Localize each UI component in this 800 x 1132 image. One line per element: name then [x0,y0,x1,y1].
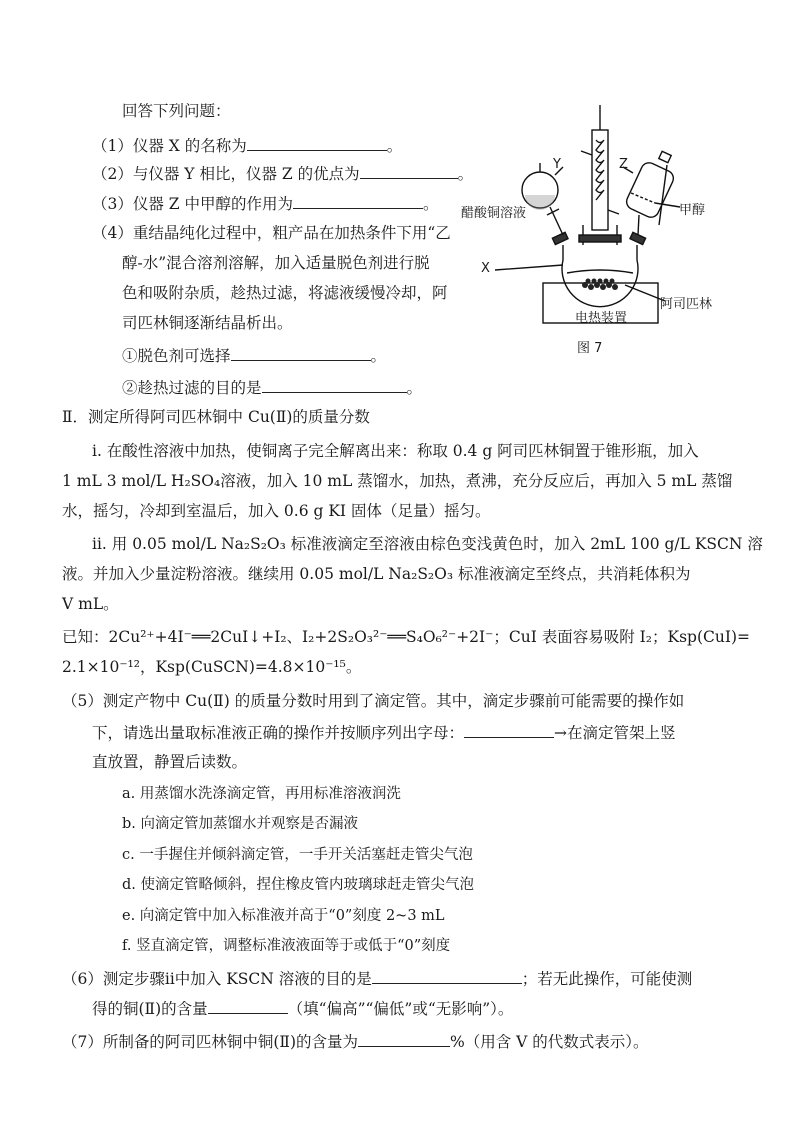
label-z: Z [619,157,628,172]
funnel-z-stem [638,215,639,235]
q7-suffix: %（用含 V 的代数式表示）。 [450,1033,649,1051]
q5-line-1: （5）测定产物中 Cu(Ⅱ) 的质量分数时用到了滴定管。其中，滴定步骤前可能需要的操作如 [62,692,685,710]
q5-option-c: c. 一手握住并倾斜滴定管，一手开关活塞赶走管尖气泡 [122,847,473,863]
q5-option-d: d. 使滴定管略倾斜，捏住橡皮管内玻璃球赶走管尖气泡 [122,877,474,893]
q5-line-2-text: 下，请选出量取标准液正确的操作并按顺序列出字母： [92,724,465,742]
label-y: Y [553,157,561,172]
q4-sub1-text: ①脱色剂可选择 [122,347,231,365]
left-stopper [552,232,568,244]
label-cu-acetate: 醋酸铜溶液 [461,206,527,221]
q6-line-2-suffix: （填“偏高”“偏低”或“无影响”）。 [287,1000,514,1018]
q4-sub1-answer-blank[interactable] [231,344,371,361]
funnel-z-cap [659,151,671,162]
q4-sub2 [122,376,422,399]
q3-text: （3）仪器 Z 中甲醇的作用为 [92,195,293,213]
q6-text: （6）测定步骤ⅱ中加入 KSCN 溶液的目的是 [62,970,372,988]
q6-answer-blank-1[interactable] [372,967,522,984]
condenser-coil [596,140,604,200]
step1-line-1: ⅰ. 在酸性溶液中加热，使铜离子完全解离出来：称取 0.4 g 阿司匹林铜置于锥形瓶，加入 [92,442,699,460]
q2-text: （2）与仪器 Y 相比，仪器 Z 的优点为 [92,165,360,183]
condenser-outlet [581,151,592,155]
q5-option-a: a. 用蒸馏水洗涤滴定管，再用标准溶液润洗 [122,786,401,802]
solution-level [567,270,633,273]
answer-intro: 回答下列问题： [122,102,231,120]
label-heater: 电热装置 [575,311,628,326]
leader-methanol [655,203,680,207]
label-x: X [481,261,490,276]
q5-line-3: 直放置，静置后读数。 [92,753,248,771]
q6-line-2 [92,997,513,1020]
q4-sub2-suffix: 。 [406,379,423,397]
section2-title: Ⅱ．测定所得阿司匹林铜中 Cu(Ⅱ)的质量分数 [62,408,370,426]
leader-aspirin [625,285,665,301]
q4-line-1: （4）重结晶纯化过程中，粗产品在加热条件下用“乙 [92,224,451,242]
q6-mid-text: ；若无此操作，可能使测 [521,970,693,988]
question-1 [92,134,402,157]
q1-text: （1）仪器 X 的名称为 [92,137,247,155]
q3-answer-blank[interactable] [293,192,423,209]
q6-line-1 [62,967,692,990]
leader-x [495,265,563,270]
q7-answer-blank[interactable] [358,1030,450,1047]
q5-option-e: e. 向滴定管中加入标准液并高于“0”刻度 2~3 mL [122,908,445,924]
center-stopper [579,235,621,242]
funnel-y-stem [550,207,563,235]
label-aspirin: 阿司匹林 [660,297,713,312]
flask-shoulders [563,245,637,260]
step2-line-1: ⅱ. 用 0.05 mol/L Na₂S₂O₃ 标准液滴定至溶液由棕色变浅黄色时，加入 2mL 100 g/L KSCN 溶 [92,535,763,553]
q5-line-2-suffix: →在滴定管架上竖 [554,724,676,742]
methanol-level [631,193,655,203]
q1-suffix: 。 [386,137,403,155]
q6-answer-blank-2[interactable] [208,997,288,1014]
q6-line-2-text: 得的铜(Ⅱ)的含量 [92,1000,208,1018]
q4-sub1 [122,344,386,367]
q5-option-b: b. 向滴定管加蒸馏水并观察是否漏液 [122,816,358,832]
q5-answer-blank[interactable] [464,721,554,738]
q5-option-f: f. 竖直滴定管，调整标准液液面等于或低于“0”刻度 [122,938,451,954]
q3-suffix: 。 [423,195,439,213]
figure-caption: 图 7 [577,341,603,356]
q4-sub1-suffix: 。 [370,347,387,365]
q5-line-2 [92,721,676,744]
step2-line-2: 液。并加入少量淀粉溶液。继续用 0.05 mol/L Na₂S₂O₃ 标准液滴定至终点，共消耗体积为 [62,565,691,583]
q1-answer-blank[interactable] [247,134,387,151]
question-2 [92,162,473,185]
q4-line-3: 色和吸附杂质，趁热过滤，将滤液缓慢冷却，阿 [122,284,448,302]
q7-text: （7）所制备的阿司匹林铜中铜(Ⅱ)的含量为 [62,1033,358,1051]
q4-line-4: 司匹林铜逐渐结晶析出。 [122,314,293,332]
step2-line-3: V mL。 [62,595,119,613]
step1-line-3: 水，摇匀，冷却到室温后，加入 0.6 g KI 固体（足量）摇匀。 [62,502,491,520]
question-3 [92,192,439,215]
label-methanol: 甲醇 [679,203,706,218]
q4-line-2: 醇-水”混合溶剂溶解，加入适量脱色剂进行脱 [122,254,430,272]
known-line-1: 已知：2Cu²⁺+4I⁻══2CuI↓+I₂、I₂+2S₂O₃²⁻══S₄O₆²⁻+2I⁻；CuI 表面容易吸附 I₂；Ksp(CuI)= [62,628,751,646]
q2-suffix: 。 [457,165,474,183]
q2-answer-blank[interactable] [360,162,458,179]
known-line-2: 2.1×10⁻¹²，Ksp(CuSCN)=4.8×10⁻¹⁵。 [62,658,362,676]
step1-line-2: 1 mL 3 mol/L H₂SO₄溶液，加入 10 mL 蒸馏水，加热，煮沸，充分反应后，再加入 5 mL 蒸馏 [62,472,733,490]
q4-sub2-answer-blank[interactable] [262,376,407,393]
apparatus-figure [455,95,725,360]
q7-line [62,1030,649,1053]
condenser-inlet [608,210,619,214]
aspirin-solid [582,279,618,291]
funnel-z [624,160,676,220]
q4-sub2-text: ②趁热过滤的目的是 [122,379,262,397]
